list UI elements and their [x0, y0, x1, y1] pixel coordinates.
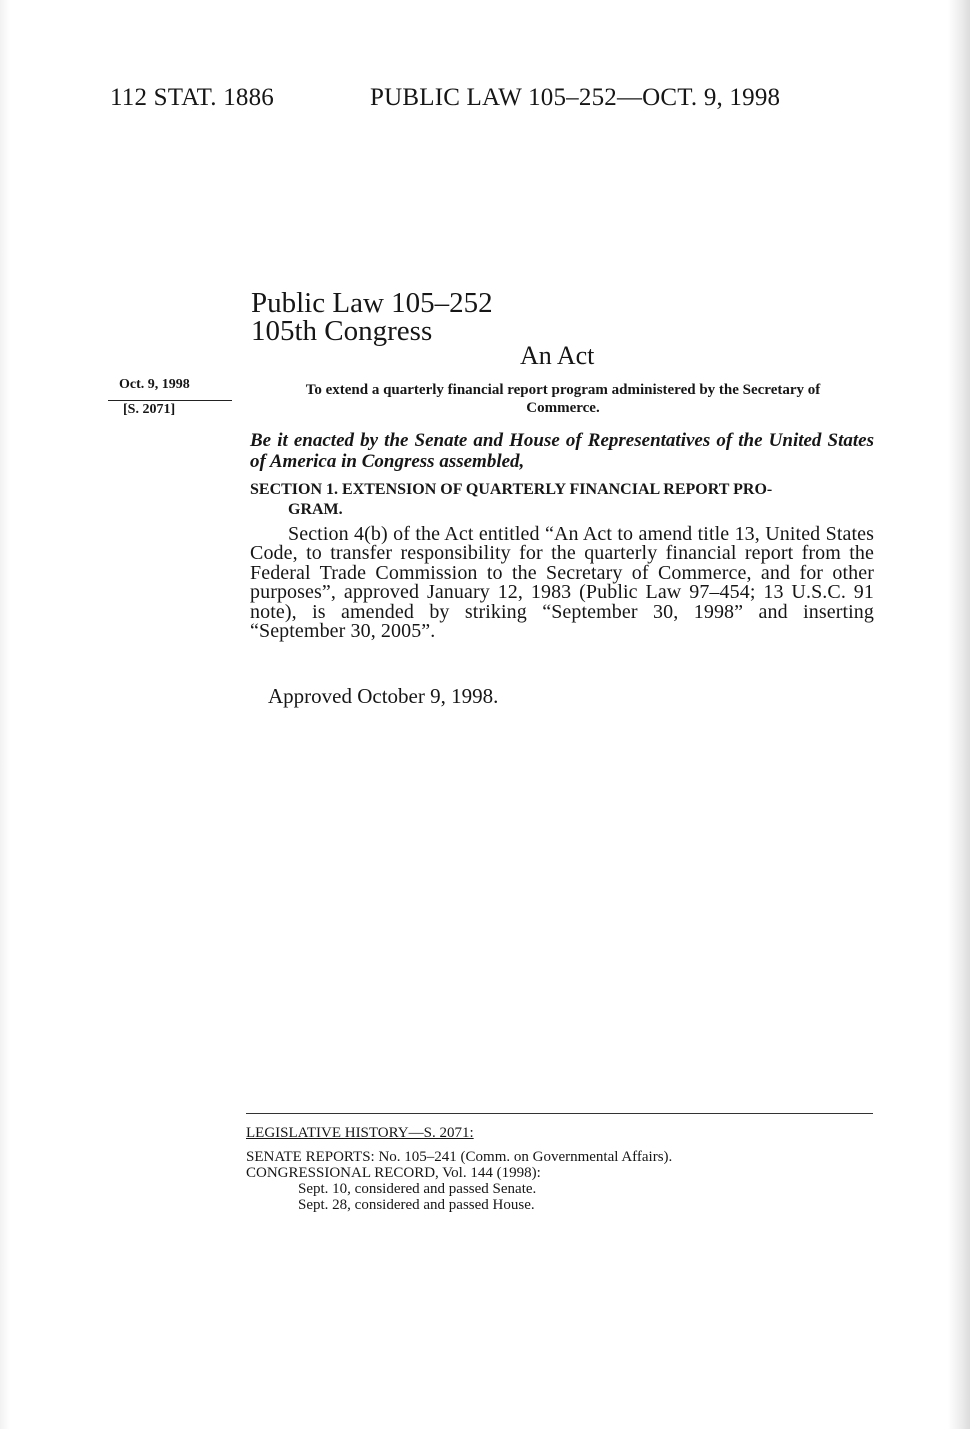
history-action-house: Sept. 28, considered and passed House. [298, 1197, 535, 1213]
section-heading-line1: SECTION 1. EXTENSION OF QUARTERLY FINANCIAL REPORT PRO- [250, 481, 773, 498]
senate-reports-line: SENATE REPORTS: No. 105–241 (Comm. on Governmental Affairs). [246, 1149, 673, 1165]
public-law-number: Public Law 105–252 [251, 287, 493, 319]
enactment-date-note: Oct. 9, 1998 [119, 377, 190, 392]
legislative-history-title: LEGISLATIVE HISTORY—S. 2071: [246, 1125, 474, 1141]
act-purpose: To extend a quarterly financial report program administered by the Secretary of Commerce. [305, 382, 821, 416]
enacting-clause: Be it enacted by the Senate and House of Representatives of the United States of America in Congress assembled, [250, 430, 874, 472]
congressional-record-line: CONGRESSIONAL RECORD, Vol. 144 (1998): [246, 1165, 541, 1181]
page-edge-shadow-right [948, 0, 970, 1429]
margin-divider [108, 400, 232, 401]
bill-number-note: [S. 2071] [123, 402, 176, 417]
footnote-divider [246, 1113, 873, 1114]
law-date-header: PUBLIC LAW 105–252—OCT. 9, 1998 [370, 84, 781, 111]
statute-page-reference: 112 STAT. 1886 [110, 84, 274, 111]
congress-number: 105th Congress [251, 315, 433, 347]
section-body [250, 525, 874, 641]
section-body-text: Section 4(b) of the Act entitled “An Act to amend title 13, United States Code, to transfer responsibility for the quarterly financial report from the Federal Trade Commission to the Secretary of Commerce, and for other purposes”, approved January 12, 1983 (Public Law 97–454; 13 U.S.C. 91 note), is amended by striking “September 30, 1998” and inserting “September 30, 2005”. [250, 523, 874, 643]
page-edge-shadow-left [0, 0, 10, 1429]
section-heading [250, 480, 874, 520]
act-heading: An Act [520, 341, 595, 370]
history-action-senate: Sept. 10, considered and passed Senate. [298, 1181, 537, 1197]
approval-statement: Approved October 9, 1998. [268, 684, 499, 708]
section-heading-line2: GRAM. [288, 501, 343, 518]
